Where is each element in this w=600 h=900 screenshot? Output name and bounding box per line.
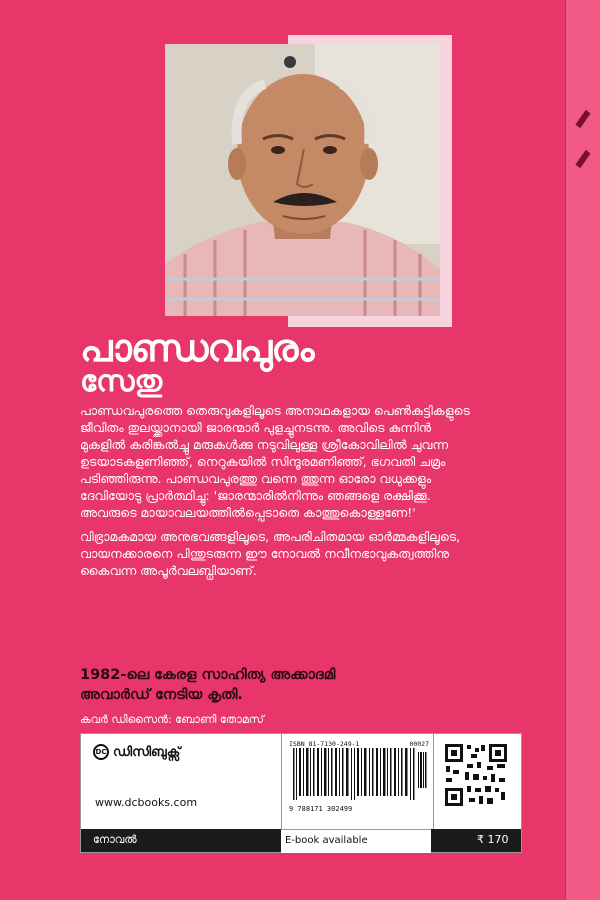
- award-line: 1982-ലെ കേരള സാഹിത്യ അക്കാദമി: [80, 667, 336, 683]
- divider: [281, 734, 282, 829]
- isbn-row: [289, 740, 429, 748]
- divider: [433, 734, 434, 829]
- barcode-bars-icon: [289, 748, 429, 800]
- ebook-label: E-book available: [285, 835, 368, 846]
- blurb-paragraph: വിഭ്രാമകമായ അനുഭവങ്ങളിലൂടെ, അപരിചിതമായ ഓർമ്മകളിലൂടെ, വായനക്കാരനെ പിന്തുടരുന്ന ഈ നോവൽ നവീനഭാവുകത്വത്തിനു കൈവന്ന അപൂർവലബ്ധിയാണ്.: [80, 529, 461, 578]
- barcode-number: 9 788171 302499: [289, 805, 353, 813]
- book-spine: [565, 0, 600, 900]
- category-label: നോവൽ: [93, 833, 137, 846]
- award-note: [80, 665, 335, 705]
- publisher-website[interactable]: www.dcbooks.com: [95, 796, 198, 809]
- isbn-label: ISBN 81-7130-249-1: [289, 740, 360, 748]
- award-line: അവാർഡ് നേടിയ കൃതി.: [80, 687, 243, 703]
- book-title: പാണ്ഡവപുരം: [80, 326, 314, 370]
- author-name: സേതു: [80, 364, 163, 399]
- publisher-name: ഡിസിബുക്സ്: [113, 744, 181, 760]
- qr-code-icon[interactable]: [443, 742, 509, 808]
- barcode: [289, 740, 429, 820]
- author-photo: [165, 44, 440, 316]
- publisher-panel: [80, 733, 522, 853]
- blurb-paragraph: പാണ്ഡവപുരത്തെ തെരുവുകളിലൂടെ അനാഥകളായ പെൺകുട്ടികളുടെ ജീവിതം തുലയ്ക്കാനായി ജാരന്മാർ പുളച്ചുനടന്നു. അവിടെ കുന്നിൻ മുകളിൽ കരിങ്കൽച്ചു മരുകൾക്കു നടുവിലുള്ള ശ്രീകോവിലിൽ ചുവന്ന ഉടയാടകളണിഞ്ഞ്, നെറുകയിൽ സിന്ദൂരമണിഞ്ഞ്, ഭഗവതി ചമ്രം പടിഞ്ഞിരുന്നു. പാണ്ഡവപുരത്തു വന്നെ ത്തുന്ന ഓരോ വധുക്കളും ദേവിയോടു പ്രാർത്ഥിച്ചു: 'ജാരന്മാരിൽനിന്നും ഞങ്ങളെ രക്ഷിക്കൂ. അവരുടെ മായാവലയത്തിൽപ്പെടാതെ കാത്തുകൊള്ളണേ!': [80, 403, 470, 520]
- publisher-logo-icon: DC: [93, 744, 109, 760]
- spine-mark: [575, 150, 590, 168]
- ebook-notice: [281, 829, 431, 853]
- cover-design-credit: കവർ ഡിസൈൻ: ബോണി തോമസ്: [80, 713, 264, 726]
- publisher-brand: [93, 744, 180, 760]
- spine-mark: [575, 110, 590, 128]
- price-code: 00027: [409, 740, 429, 748]
- price-label: ₹ 170: [477, 833, 509, 846]
